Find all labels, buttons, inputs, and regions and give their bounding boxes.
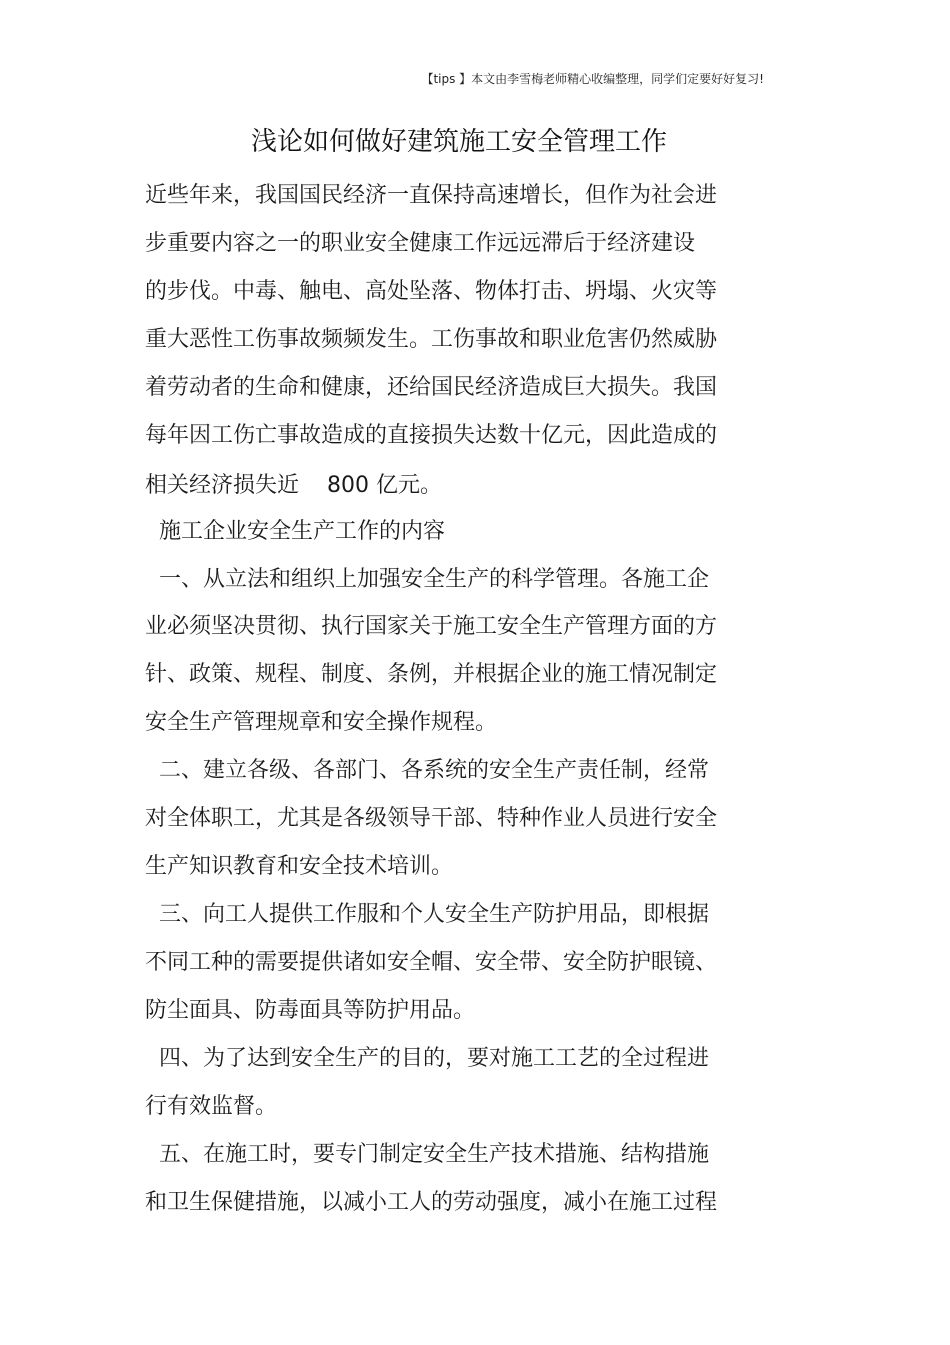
text-line: 对全体职工，尤其是各级领导干部、特种作业人员进行安全 [145, 806, 718, 831]
section-heading: 施工企业安全生产工作的内容 [145, 519, 445, 544]
text-line: 着劳动者的生命和健康，还给国民经济造成巨大损失。我国 [145, 375, 718, 400]
document-title: 浅论如何做好建筑施工安全管理工作 [250, 127, 667, 157]
text-line: 二、建立各级、各部门、各系统的安全生产责任制，经常 [145, 758, 709, 783]
text-line: 生产知识教育和安全技术培训。 [145, 854, 454, 879]
text-line: 针、政策、规程、制度、条例，并根据企业的施工情况制定 [145, 662, 718, 687]
text-line: 每年因工伤亡事故造成的直接损失达数十亿元，因此造成的 [145, 423, 718, 448]
text-line: 相关经济损失近 800 亿元。 [145, 473, 442, 498]
text-line: 步重要内容之一的职业安全健康工作远远滞后于经济建设 [145, 231, 696, 256]
text-line: 的步伐。中毒、触电、高处坠落、物体打击、坍塌、火灾等 [145, 279, 718, 304]
text-line: 防尘面具、防毒面具等防护用品。 [145, 998, 476, 1023]
text-line: 五、在施工时，要专门制定安全生产技术措施、结构措施 [145, 1142, 709, 1167]
text-line: 行有效监督。 [145, 1094, 278, 1119]
text-line: 四、为了达到安全生产的目的，要对施工工艺的全过程进 [145, 1046, 709, 1071]
text-line: 三、向工人提供工作服和个人安全生产防护用品，即根据 [145, 902, 709, 927]
text-line: 业必须坚决贯彻、执行国家关于施工安全生产管理方面的方 [145, 614, 718, 639]
text-line: 安全生产管理规章和安全操作规程。 [145, 710, 498, 735]
text-line: 不同工种的需要提供诸如安全帽、安全带、安全防护眼镜、 [145, 950, 718, 975]
header-tips: 【tips 】本文由李雪梅老师精心收编整理，同学们定要好好复习! [421, 72, 764, 86]
text-line: 和卫生保健措施，以减小工人的劳动强度，减小在施工过程 [145, 1190, 718, 1215]
text-line: 重大恶性工伤事故频频发生。工伤事故和职业危害仍然威胁 [145, 327, 718, 352]
text-line: 一、从立法和组织上加强安全生产的科学管理。各施工企 [145, 567, 709, 592]
text-line: 近些年来，我国国民经济一直保持高速增长，但作为社会进 [145, 183, 718, 208]
